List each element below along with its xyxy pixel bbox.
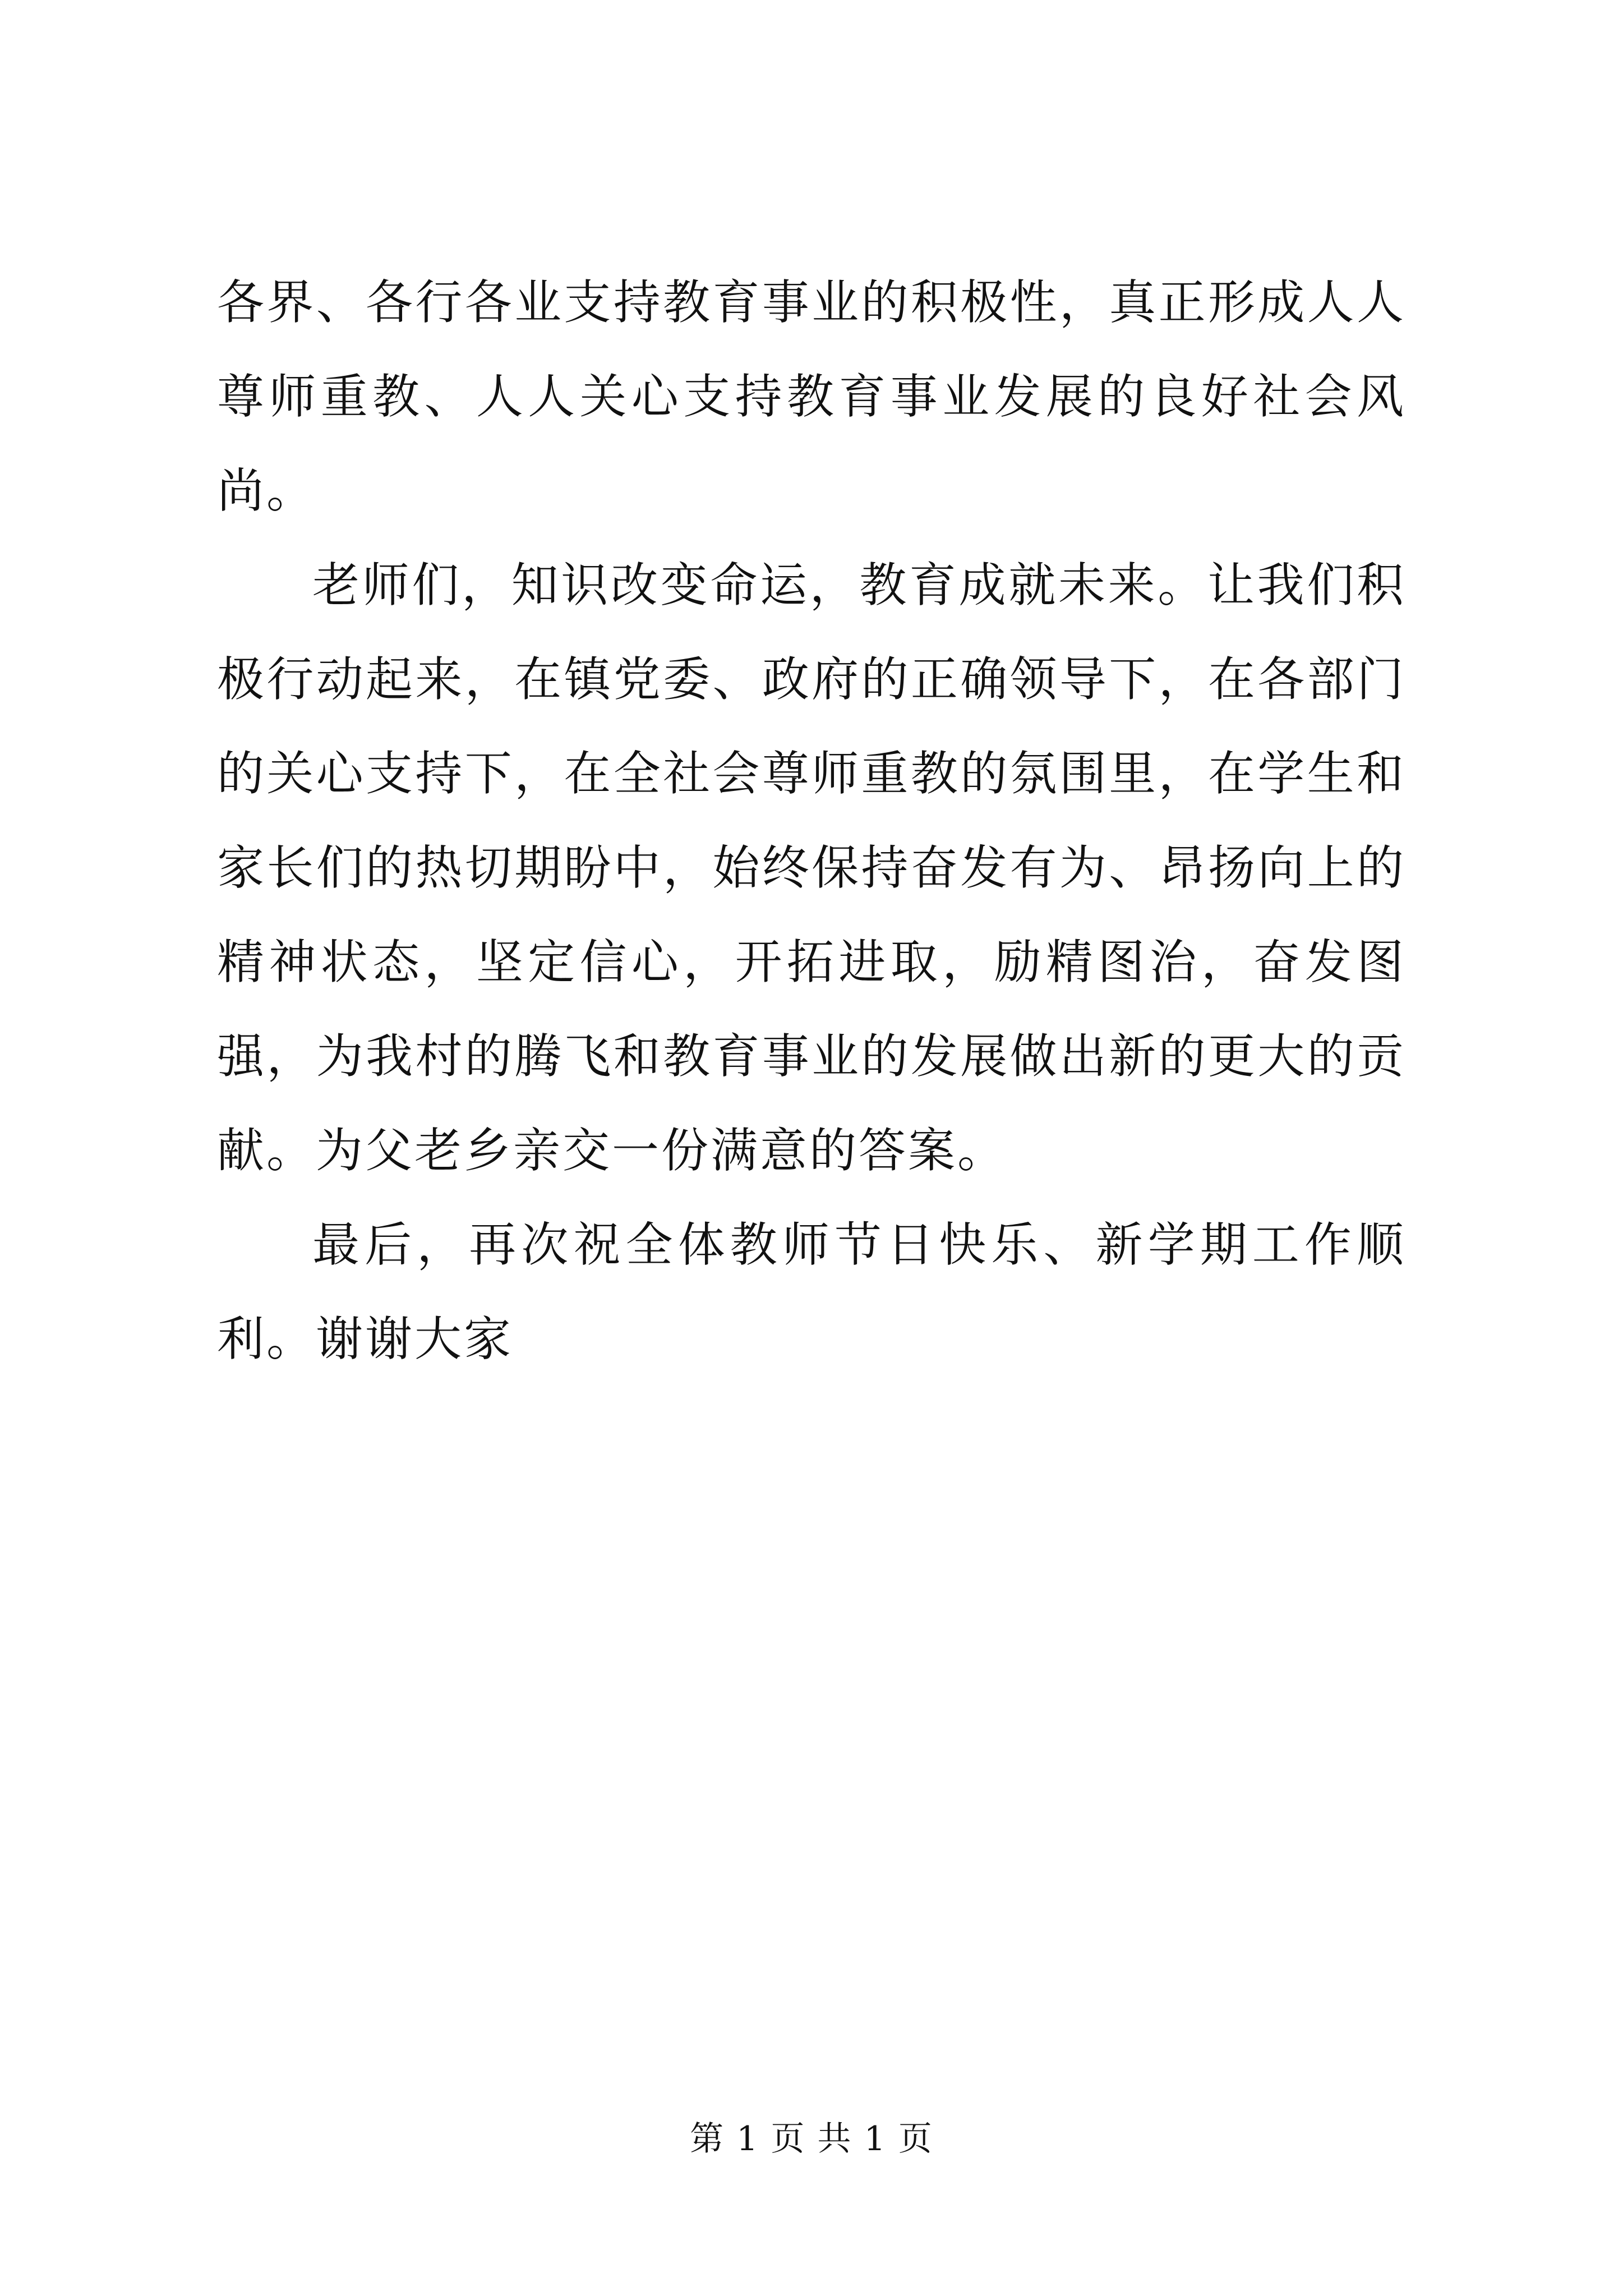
paragraph-2: 老师们，知识改变命运，教育成就未来。让我们积极行动起来，在镇党委、政府的正确领导下，在各部门的关心支持下，在全社会尊师重教的氛围里，在学生和家长们的热切期盼中，始终保持奋发有为、昂扬向上的精神状态，坚定信心，开拓进取，励精图治，奋发图强，为我村的腾飞和教育事业的发展做出新的更大的贡献。为父老乡亲交一份满意的答案。 — [217, 558, 1406, 1178]
paragraph-1: 各界、各行各业支持教育事业的积极性，真正形成人人尊师重教、人人关心支持教育事业发展的良好社会风尚。 — [217, 275, 1406, 518]
page-footer: 第 1 页 共 1 页 — [690, 2119, 933, 2159]
paragraph-3: 最后，再次祝全体教师节日快乐、新学期工作顺利。谢谢大家 — [217, 1217, 1406, 1366]
document-body — [217, 255, 1406, 1386]
